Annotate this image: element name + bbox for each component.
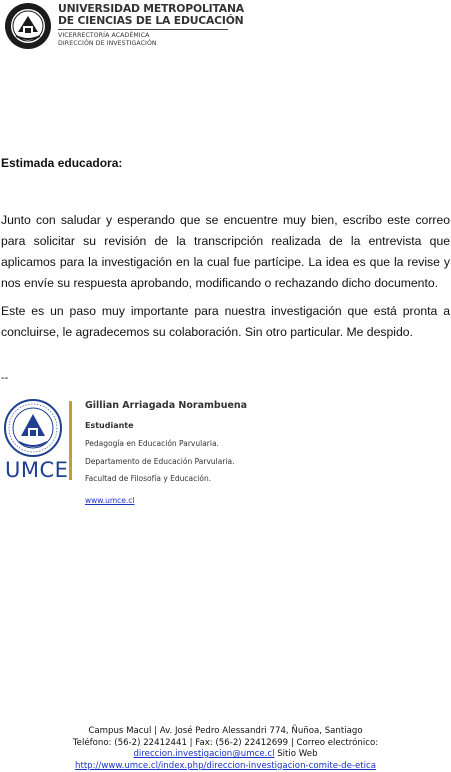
letterhead-divider (58, 29, 228, 30)
signature-website-link[interactable]: www.umce.cl (85, 496, 135, 505)
footer-url-line (0, 761, 451, 772)
footer-phone: Teléfono: (56-2) 22412441 | Fax: (56-2) 22412699 | Correo electrónico: (0, 738, 451, 750)
footer-address: Campus Macul | Av. José Pedro Alessandri 774, Ñuñoa, Santiago (0, 726, 451, 738)
university-seal-icon (4, 2, 52, 50)
signature-accent-bar (69, 401, 72, 480)
vicerrectoria-label: VICERRECTORÍA ACADÉMICA (58, 32, 248, 40)
signature-role: Estudiante (85, 417, 247, 435)
umce-logo (1, 398, 65, 484)
letter-paragraph-2: Este es un paso muy importante para nuestra investigación que está pronta a concluirse, le agradecemos su colaboración. Sin otro particular. Me despido. (1, 301, 450, 343)
footer-url-link[interactable]: http://www.umce.cl/index.php/direccion-investigacion-comite-de-etica (75, 761, 376, 771)
university-name-line1: UNIVERSIDAD METROPOLITANA (58, 3, 248, 15)
letterhead (4, 2, 244, 50)
signature-block (85, 398, 247, 509)
footer-email-line (0, 749, 451, 761)
signature-program: Pedagogía en Educación Parvularia. (85, 435, 247, 453)
footer-web-label: Sitio Web (274, 749, 317, 759)
footer (0, 726, 451, 772)
signature-department: Departamento de Educación Parvularia. (85, 453, 247, 471)
signature-separator: -- (1, 372, 8, 384)
signature-name: Gillian Arriagada Norambuena (85, 398, 247, 414)
footer-email-link[interactable]: direccion.investigacion@umce.cl (133, 749, 274, 759)
letter-greeting: Estimada educadora: (1, 156, 122, 170)
signature-faculty: Facultad de Filosofía y Educación. (85, 470, 247, 488)
letter-paragraph-1: Junto con saludar y esperando que se encuentre muy bien, escribo este correo para solicitar su revisión de la transcripción realizada de la entrevista que aplicamos para la investigación en la cual fue partícipe. La idea es que la revise y nos envíe su respuesta aprobando, modificando o rechazando dicho documento. (1, 210, 450, 294)
university-name-line2: DE CIENCIAS DE LA EDUCACIÓN (58, 15, 248, 27)
umce-logo-text: UMCE (5, 458, 68, 482)
direccion-label: DIRECCIÓN DE INVESTIGACIÓN (58, 40, 248, 48)
